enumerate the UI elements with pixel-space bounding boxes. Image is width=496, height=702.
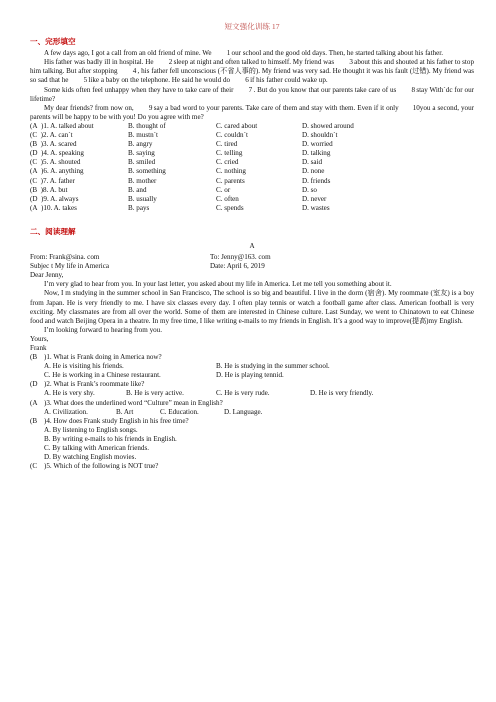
section-heading-cloze: 一、完形填空 (30, 37, 76, 47)
email-from: From: Frank@sina. com (30, 253, 100, 262)
section-heading-reading: 二、阅读理解 (30, 226, 76, 236)
blank-number: 10 (412, 103, 420, 112)
letter-greeting: Dear Jenny, (30, 271, 64, 280)
option: C. nothing (216, 167, 246, 176)
blank-number: 7 (248, 85, 253, 94)
option: D. so (302, 185, 317, 194)
option: B. thought of (128, 121, 166, 130)
option: B. mustn´t (128, 131, 158, 140)
question-text: )2. What is Frank’s roommate like? (44, 380, 145, 389)
answer-and-option-a: (D )9. A. always (30, 194, 79, 203)
option: B. usually (128, 194, 157, 203)
page-title: 短文强化训练 17 (224, 22, 280, 31)
blank-number: 1 (226, 49, 231, 58)
question (30, 462, 474, 471)
cloze-text: A few days ago, I got a call from an old friend of mine. We (44, 49, 212, 58)
answer-and-option-a: (B )8. A. but (30, 185, 68, 194)
option-row (30, 122, 474, 131)
option-row (30, 158, 474, 167)
email-header-row-1 (30, 253, 474, 262)
choice: C. By talking with American friends. (44, 444, 150, 453)
letter-body (30, 280, 474, 335)
question (30, 399, 474, 408)
choice-row (30, 408, 474, 417)
email-date: Date: April 6, 2019 (210, 262, 265, 271)
cloze-text: , his father fell unconscious (不省人事的). My friend was very sad. He thought it was his fault (过错). My friend was so sad that he (30, 67, 474, 85)
email-header-row-2 (30, 262, 474, 271)
option: C. telling (216, 149, 243, 158)
question-text: )3. What does the underlined word “Culture” mean in English? (44, 398, 223, 407)
option: C. often (216, 194, 239, 203)
option: D. shouldn´t (302, 131, 338, 140)
option: B. pays (128, 203, 150, 212)
cloze-text: you a second, your parents will be happy to be with you! Do you agree with me? (30, 103, 475, 121)
choice: D. By watching English movies. (44, 453, 137, 462)
choice: C. He is very rude. (216, 389, 270, 398)
letter-signature: Frank (30, 344, 47, 352)
option: B. smiled (128, 158, 156, 167)
option: C. parents (216, 176, 245, 185)
option-row (30, 204, 474, 213)
option: D. worried (302, 140, 333, 149)
choice: A. By listening to English songs. (44, 425, 138, 434)
option: B. something (128, 167, 166, 176)
choice: A. He is very shy. (44, 389, 95, 398)
option-row (30, 167, 474, 176)
answer-mark: (C (30, 462, 38, 471)
choice: C. Education. (160, 407, 199, 416)
option: D. talking (302, 149, 331, 158)
choice-row (30, 389, 474, 398)
letter-closing: Yours, (30, 334, 49, 343)
question-text: )1. What is Frank doing in America now? (44, 353, 162, 362)
choice: A. Civilization. (44, 407, 88, 416)
question (30, 380, 474, 389)
choice: B. He is very active. (126, 389, 184, 398)
reading-questions (30, 353, 474, 471)
question-text: )4. How does Frank study English in his free time? (44, 416, 189, 425)
cloze-text: if his father could wake up. (250, 76, 328, 85)
option: D. friends (302, 176, 331, 185)
answer-mark: (D (30, 380, 38, 389)
option-row (30, 149, 474, 158)
choice: C. He is working in a Chinese restaurant. (44, 371, 161, 380)
choice-row (30, 371, 474, 380)
blank-number: 9 (148, 103, 153, 112)
letter-paragraph: I’m very glad to hear from you. In your last letter, you asked about my life in America. Let me tell you something about it. (44, 280, 392, 289)
choice: D. He is playing tennid. (216, 371, 284, 380)
cloze-paragraph (30, 58, 474, 85)
cloze-text: sleep at night and often talked to himself. My friend was (173, 58, 335, 67)
cloze-text: . But do you know that our parents take care of us (253, 85, 397, 94)
cloze-paragraph (30, 104, 474, 122)
option: D. said (302, 158, 323, 167)
cloze-paragraph (30, 49, 474, 58)
cloze-text: My dear friends? from now on, (44, 103, 134, 112)
option: C. couldn´t (216, 131, 248, 140)
option: B. mother (128, 176, 157, 185)
blank-number: 3 (349, 58, 353, 67)
question (30, 353, 474, 362)
cloze-paragraph (30, 86, 474, 104)
option: B. saying (128, 149, 155, 158)
cloze-text: say a bad word to your parents. Take care of them and stay with them. Even if it only (153, 103, 399, 112)
cloze-text: stay With`dc for our lifetime? (30, 85, 474, 103)
answer-mark: (B (30, 353, 38, 362)
cloze-options (30, 122, 474, 213)
answer-and-option-a: (D )4. A. speaking (30, 149, 84, 158)
choice-row (30, 362, 474, 371)
email-to: To: Jenny@163. com (210, 253, 271, 262)
answer-and-option-a: (C )5. A. shouted (30, 158, 81, 167)
email-subject: Subjec t My life in America (30, 262, 109, 271)
option: C. tired (216, 140, 238, 149)
answer-and-option-a: (C )2. A. can´t (30, 131, 73, 140)
answer-mark: (B (30, 416, 38, 425)
option: C. or (216, 185, 231, 194)
cloze-text: like a baby on the telephone. He said he would do (88, 76, 231, 85)
option-row (30, 140, 474, 149)
option: C. cried (216, 158, 239, 167)
cloze-text: about this and shouted at his father to stop him talking. But after stopping (30, 58, 474, 76)
answer-and-option-a: (A )1. A. talked about (30, 121, 94, 130)
option: D. none (302, 167, 325, 176)
option: C. cared about (216, 121, 258, 130)
choice: D. Language. (224, 407, 263, 416)
question (30, 417, 474, 426)
letter-paragraph: I’m looking forward to hearing from you. (44, 325, 163, 334)
choice: D. He is very friendly. (310, 389, 374, 398)
passage-label: A (249, 241, 255, 250)
question-text: )5. Which of the following is NOT true? (44, 462, 159, 471)
option-row (30, 195, 474, 204)
option-row (30, 131, 474, 140)
blank-number: 4 (132, 67, 137, 76)
answer-and-option-a: (A )6. A. anything (30, 167, 84, 176)
choice: A. He is visiting his friends. (44, 362, 124, 371)
cloze-text: His father was badly ill in hospital. He (44, 58, 154, 67)
cloze-text: our school and the good old days. Then, he started talking about his father. (231, 49, 443, 58)
answer-and-option-a: (A )10. A. takes (30, 203, 77, 212)
option-row (30, 177, 474, 186)
worksheet-page (30, 22, 474, 471)
blank-number: 5 (83, 76, 88, 85)
option: B. angry (128, 140, 153, 149)
choice: B. By writing e-mails to his friends in English. (44, 434, 177, 443)
option: C. spends (216, 203, 244, 212)
blank-number: 8 (411, 85, 416, 94)
answer-and-option-a: (B )3. A. scared (30, 140, 77, 149)
letter-paragraph: Now, I m studying in the summer school in San Francisco, The school is so big and beautiful. I live in the dorm (宿舍). My roommate (室友) is a boy from Japan. He is very friendly to me. I have six classes every day. I often play tennis or watch a football game after class. American football is very exciting. My classmates are from all over the world. Some of them are interested in Chinese culture. Last Sunday, we went to Chinatown to eat Chinese food and watch Beijing Opera in a theatre. In my free time, I like writing e-mails to my friends in English. It’s a good way to improve(提高)my English. (30, 289, 474, 325)
answer-mark: (A (30, 398, 38, 407)
cloze-passage (30, 49, 474, 122)
option: D. wastes (302, 203, 330, 212)
option: D. never (302, 194, 327, 203)
option-row (30, 186, 474, 195)
choice: B. Art (116, 407, 134, 416)
option: B. and (128, 185, 147, 194)
blank-number: 2 (168, 58, 173, 67)
cloze-text: Some kids often feel unhappy when they have to take care of their (44, 85, 234, 94)
answer-and-option-a: (C )7. A. father (30, 176, 75, 185)
blank-number: 6 (245, 76, 249, 85)
option: D. showed around (302, 121, 354, 130)
choice: B. He is studying in the summer school. (216, 362, 330, 371)
